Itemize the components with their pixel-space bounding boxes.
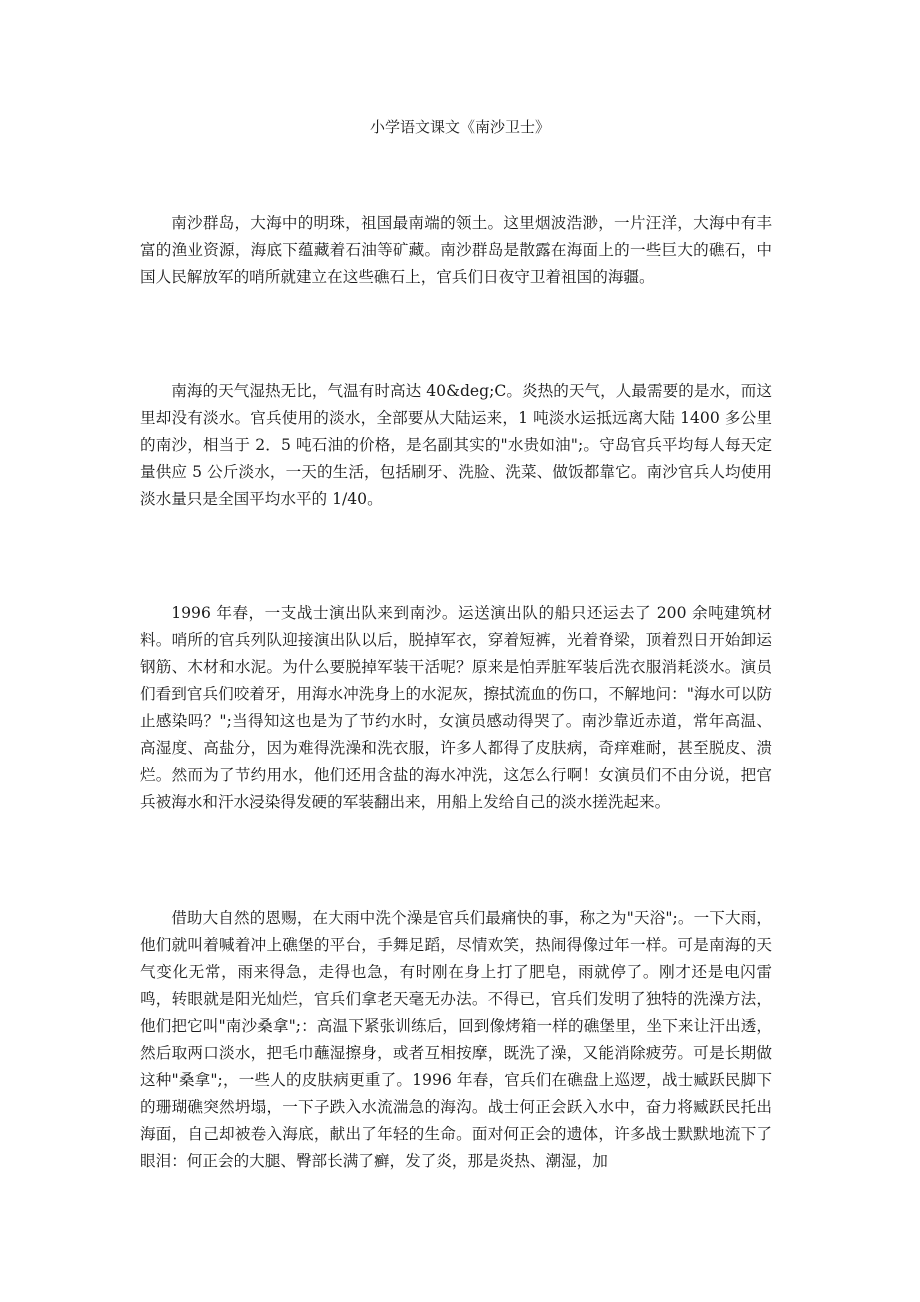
paragraph-2: 南海的天气湿热无比，气温有时高达 40&deg;C。炎热的天气，人最需要的是水，而这里却没有淡水。官兵使用的淡水，全部要从大陆运来，1 吨淡水运抵远离大陆 1400 多公里的南沙，相当于 2．5 吨石油的价格，是名副其实的"水贵如油";。守岛官兵平均每人每天定量供应 5 公斤淡水，一天的生活，包括刷牙、洗脸、洗菜、做饭都靠它。南沙官兵人均使用淡水量只是全国平均水平的 1/40。 [140,382,772,508]
paragraph-3: 1996 年春，一支战士演出队来到南沙。运送演出队的船只还运去了 200 余吨建筑材料。哨所的官兵列队迎接演出队以后，脱掉军衣，穿着短裤，光着脊梁，顶着烈日开始卸运钢筋、木材和水泥。为什么要脱掉军装干活呢？原来是怕弄脏军装后洗衣服消耗淡水。演员们看到官兵们咬着牙，用海水冲洗身上的水泥灰，擦拭流血的伤口，不解地问："海水可以防止感染吗？";当得知这也是为了节约水时，女演员感动得哭了。南沙靠近赤道，常年高温、高湿度、高盐分，因为难得洗澡和洗衣服，许多人都得了皮肤病，奇痒难耐，甚至脱皮、溃烂。然而为了节约用水，他们还用含盐的海水冲洗，这怎么行啊！女演员们不由分说，把官兵被海水和汗水浸染得发硬的军装翻出来，用船上发给自己的淡水搓洗起来。 [140,604,772,811]
document-title: 小学语文课文《南沙卫士》 [369,118,550,136]
paragraph-4: 借助大自然的恩赐，在大雨中洗个澡是官兵们最痛快的事，称之为"天浴";。一下大雨，他们就叫着喊着冲上礁堡的平台，手舞足蹈，尽情欢笑，热闹得像过年一样。可是南海的天气变化无常，雨来得急，走得也急，有时刚在身上打了肥皂，雨就停了。刚才还是电闪雷鸣，转眼就是阳光灿烂，官兵们拿老天毫无办法。不得已，官兵们发明了独特的洗澡方法，他们把它叫"南沙桑拿";：高温下紧张训练后，回到像烤箱一样的礁堡里，坐下来让汗出透，然后取两口淡水，把毛巾蘸湿擦身，或者互相按摩，既洗了澡，又能消除疲劳。可是长期做这种"桑拿";，一些人的皮肤病更重了。1996 年春，官兵们在礁盘上巡逻，战士臧跃民脚下的珊瑚礁突然坍塌，一下子跌入水流湍急的海沟。战士何正会跃入水中，奋力将臧跃民托出海面，自己却被卷入海底，献出了年轻的生命。面对何正会的遗体，许多战士默默地流下了眼泪：何正会的大腿、臀部长满了癣，发了炎，那是炎热、潮湿，加 [140,909,772,1170]
paragraph-1: 南沙群岛，大海中的明珠，祖国最南端的领土。这里烟波浩渺，一片汪洋，大海中有丰富的渔业资源，海底下蕴藏着石油等矿藏。南沙群岛是散露在海面上的一些巨大的礁石，中国人民解放军的哨所就建立在这些礁石上，官兵们日夜守卫着祖国的海疆。 [140,214,772,286]
